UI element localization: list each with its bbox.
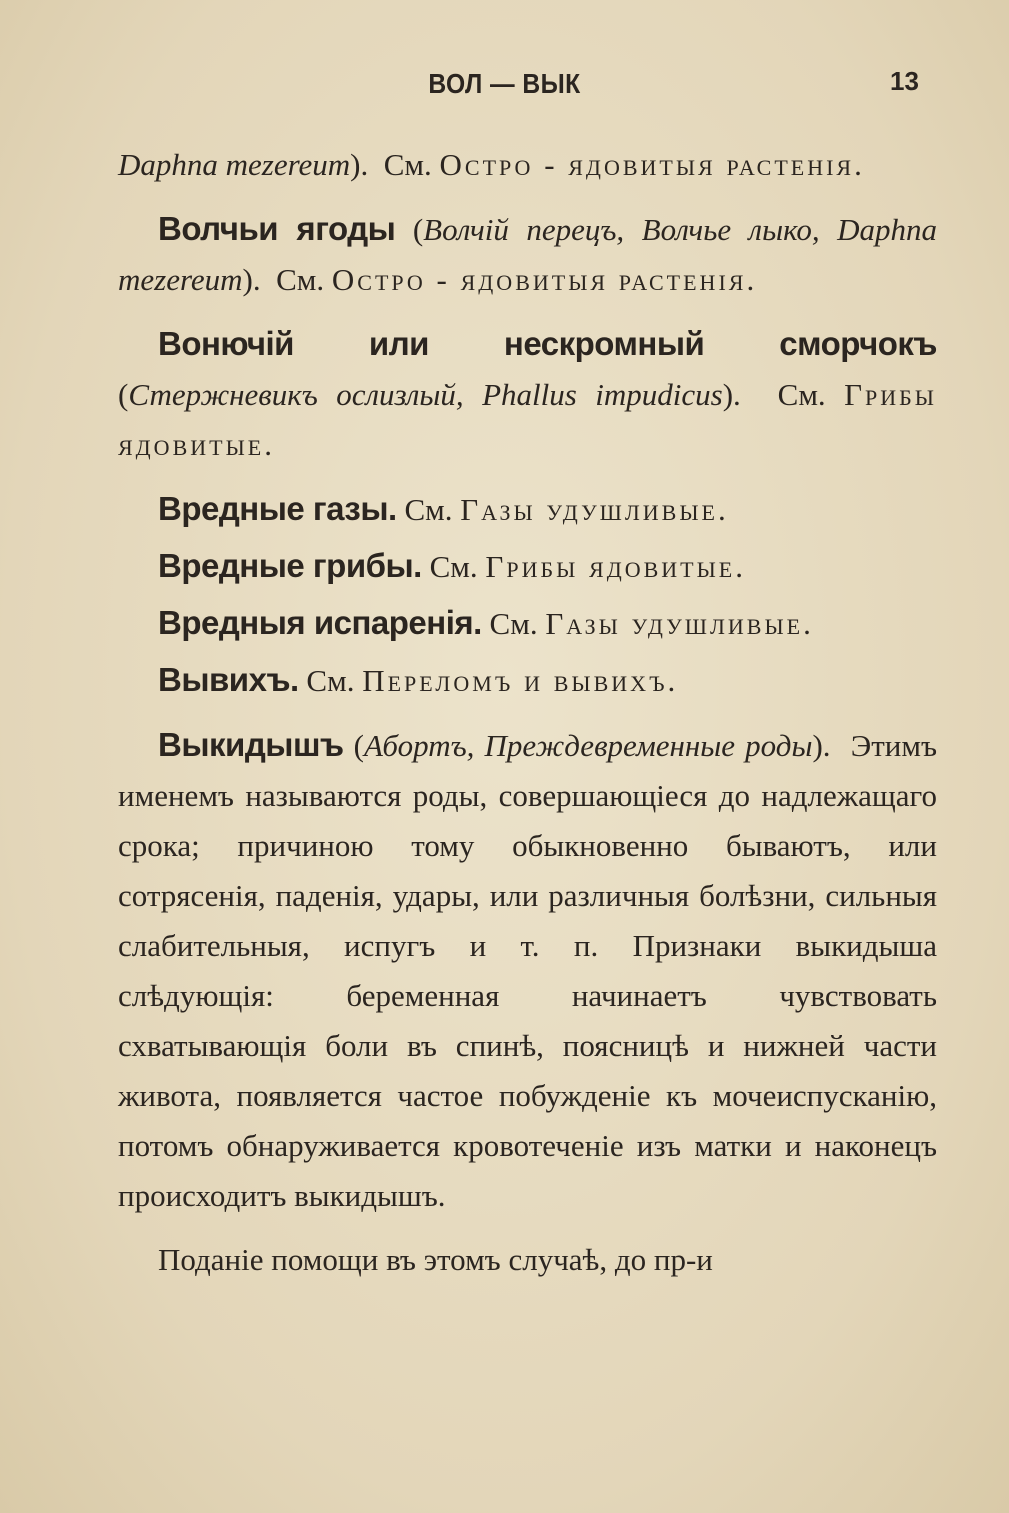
cross-reference: Переломъ и вывихъ.	[362, 663, 679, 698]
cross-reference: Газы удушливые.	[460, 492, 729, 527]
entry-vykidysh: Выкидышъ (Абортъ, Преждевременные роды). Этимъ именемъ называются роды, совершающіеся до надлежащаго срока; причиною тому обыкновенно бываютъ, или сотрясенія, паденія, удары, или различныя болѣзни, сильныя слабительныя, испугъ и т. п. Признаки выкидыша слѣдующія: беременная начинаетъ чувствовать схватывающія боли въ спинѣ, поясницѣ и нижней части живота, появляется частое побужденіе къ мочеиспусканію, потомъ обнаруживается кровотеченіе изъ матки и наконецъ происходитъ выкидышъ.	[118, 726, 938, 1213]
continuing-paragraph	[118, 1235, 937, 1285]
headword: Вонючій или нескромный сморчокъ	[158, 325, 937, 362]
page-number: 13	[890, 66, 919, 96]
cross-reference: Газы удушливые.	[545, 606, 814, 641]
cross-reference: Остро - ядовитыя растенія.	[331, 262, 758, 297]
page-body	[118, 140, 937, 1299]
entry-text: Этимъ именемъ называются роды, совершающіеся до надлежащаго срока; причиною тому обыкновенно бываютъ, или сотрясенія, паденія, удары, или различныя болѣзни, сильныя слабительныя, испугъ и т. п. Признаки выкидыша слѣдующія: беременная начинаетъ чувствовать схватывающія боли въ спинѣ, поясницѣ и нижней части живота, появляется частое побужденіе къ мочеиспусканію, потомъ обнаруживается кровотеченіе изъ матки и наконецъ происходитъ выкидышъ.	[118, 728, 938, 1213]
entry-vonyuchiy-smorchok: Вонючій или нескромный сморчокъ (Стержневикъ ослизлый, Phallus impudicus). См. Грибы ядовитые.	[118, 325, 937, 462]
paragraph-text: Поданіе помощи въ этомъ случаѣ, до пр-и	[158, 1242, 713, 1277]
see-word: См.	[404, 492, 453, 527]
cross-reference: Остро - ядовитыя растенія.	[439, 147, 865, 182]
see-word: См.	[276, 262, 325, 297]
synonyms: Абортъ, Преждевременные роды	[363, 728, 813, 763]
headword: Выкидышъ	[158, 726, 344, 763]
headword: Вредные газы.	[158, 490, 397, 527]
headword: Вредные грибы.	[158, 547, 422, 584]
entry-vrednye-gazy	[118, 484, 937, 535]
see-word: См.	[306, 663, 355, 698]
see-word: См.	[777, 377, 826, 412]
running-head	[0, 62, 1009, 106]
entry-vyvikh	[118, 655, 937, 706]
synonyms: Стержневикъ ослизлый, Phallus impudicus	[128, 377, 723, 412]
headword: Вредныя испаренія.	[158, 604, 482, 641]
entry-vrednye-isparenia	[118, 598, 937, 649]
running-title: ВОЛ — ВЫК	[428, 68, 581, 99]
cross-reference: Грибы ядовитые.	[485, 549, 746, 584]
see-word: См.	[383, 147, 432, 182]
see-word: См.	[429, 549, 478, 584]
see-word: См.	[489, 606, 538, 641]
cross-reference: Грибы ядовитые.	[118, 377, 937, 462]
entry-vrednye-griby	[118, 541, 937, 592]
entry-volchi-yagody: Волчьи ягоды (Волчій перецъ, Волчье лыко, Daphna mezereum). См. Остро - ядовитыя растенія.	[118, 210, 937, 297]
synonyms: Волчій перецъ, Волчье лыко, Daphna mezereum	[118, 212, 937, 297]
headword: Волчьи ягоды	[158, 210, 396, 247]
headword: Вывихъ.	[158, 661, 299, 698]
continued-entry: Daphna mezereum). См. Остро - ядовитыя растенія.	[118, 147, 865, 182]
synonyms: Daphna mezereum	[118, 147, 351, 182]
